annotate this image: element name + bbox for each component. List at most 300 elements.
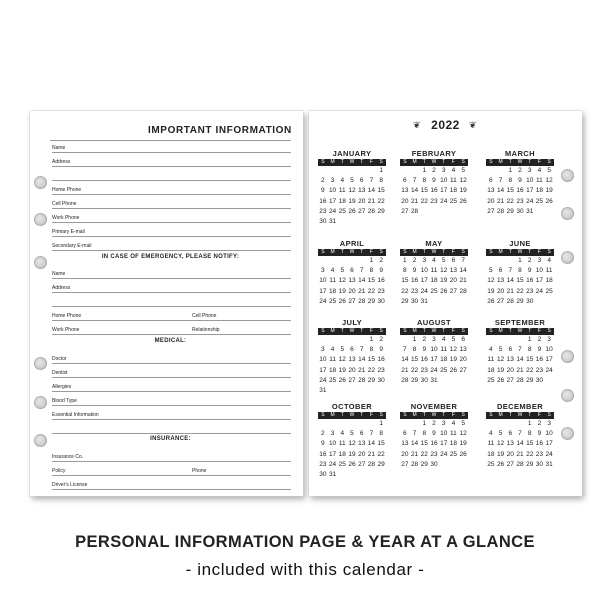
day-cell: 7 — [498, 177, 503, 185]
weekday-header — [400, 328, 468, 335]
day-cell: 19 — [487, 287, 495, 295]
day-cell: 1 — [508, 167, 513, 174]
day-cell: 22 — [410, 366, 419, 374]
important-information-page — [30, 111, 303, 496]
empty-cell — [486, 335, 496, 345]
day-cell: 25 — [328, 297, 337, 305]
day-cell: 11 — [329, 277, 336, 285]
day-cell: 9 — [321, 440, 325, 448]
weekday-label: T — [508, 159, 512, 165]
day-cell: 13 — [496, 277, 505, 285]
weekday-label: W — [517, 249, 523, 255]
day-cell: 22 — [367, 366, 376, 374]
name-label: Name — [52, 145, 66, 151]
day-cell: 1 — [369, 257, 374, 264]
day-cell: 21 — [516, 450, 524, 458]
weekday-label: T — [340, 328, 344, 334]
essential-information-field[interactable] — [52, 407, 291, 420]
weekday-label: S — [403, 412, 407, 418]
day-cell: 25 — [338, 207, 346, 215]
day-cell: 25 — [328, 376, 337, 384]
blood-type-label: Blood Type — [52, 398, 77, 404]
emergency-work-row[interactable] — [52, 322, 291, 335]
weekday-label: M — [412, 412, 417, 418]
day-cell: 16 — [430, 440, 438, 448]
emergency-name-field[interactable] — [52, 266, 291, 279]
day-cell: 20 — [449, 277, 458, 285]
day-cell: 23 — [410, 287, 419, 295]
day-cell: 20 — [348, 366, 356, 374]
dentist-label: Dentist — [52, 370, 68, 376]
day-cell: 16 — [535, 440, 544, 448]
weekday-label: F — [451, 328, 455, 334]
day-cell: 15 — [410, 356, 419, 364]
address-field[interactable] — [52, 154, 291, 167]
empty-cell — [410, 419, 420, 429]
day-cell: 31 — [420, 297, 428, 305]
weekday-label: S — [461, 159, 465, 165]
weekday-label: F — [369, 412, 373, 418]
binder-hole — [34, 396, 47, 409]
day-cell: 25 — [449, 197, 458, 205]
day-cell: 13 — [459, 346, 467, 354]
day-cell: 2 — [379, 257, 383, 264]
cell-phone-field[interactable] — [52, 196, 291, 209]
day-cell: 19 — [338, 366, 346, 374]
day-cell: 24 — [545, 366, 553, 374]
day-cell: 22 — [401, 287, 409, 295]
day-cell: 12 — [449, 346, 458, 354]
emergency-relationship-label: Relationship — [192, 327, 220, 333]
day-grid — [318, 166, 386, 227]
day-cell: 6 — [403, 430, 407, 438]
day-cell: 15 — [516, 277, 524, 285]
day-cell: 12 — [348, 187, 356, 195]
weekday-label: M — [412, 328, 417, 334]
binder-hole — [561, 350, 574, 363]
day-grid — [400, 256, 468, 307]
empty-cell — [337, 166, 347, 176]
empty-cell — [486, 419, 496, 429]
day-cell: 25 — [487, 376, 495, 384]
day-cell: 27 — [348, 376, 356, 384]
emergency-name-label: Name — [52, 271, 66, 277]
dentist-field[interactable] — [52, 365, 291, 378]
page-title: IMPORTANT INFORMATION — [148, 125, 292, 136]
empty-cell — [328, 335, 338, 345]
weekday-label: W — [517, 328, 523, 334]
empty-cell — [318, 335, 328, 345]
day-grid — [400, 419, 468, 470]
day-cell: 10 — [526, 177, 534, 185]
day-cell: 19 — [338, 287, 346, 295]
day-cell: 17 — [440, 187, 448, 195]
day-cell: 29 — [420, 460, 428, 468]
weekday-label: S — [547, 159, 551, 165]
day-cell: 18 — [440, 356, 448, 364]
weekday-label: T — [340, 249, 344, 255]
day-grid — [486, 419, 554, 470]
emergency-address-line-2[interactable] — [52, 294, 291, 307]
weekday-label: S — [321, 328, 325, 334]
caption-subtitle: - included with this calendar - — [185, 560, 425, 579]
emergency-phone-row[interactable] — [52, 308, 291, 321]
day-cell: 1 — [527, 420, 532, 427]
weekday-header — [486, 328, 554, 335]
day-cell: 1 — [379, 420, 383, 427]
day-cell: 20 — [401, 197, 409, 205]
empty-cell — [496, 335, 506, 345]
weekday-label: F — [537, 159, 541, 165]
day-cell: 21 — [410, 197, 419, 205]
day-cell: 31 — [526, 207, 534, 215]
weekday-label: T — [422, 249, 426, 255]
day-cell: 15 — [420, 187, 428, 195]
empty-cell — [496, 256, 506, 266]
day-cell: 31 — [430, 376, 438, 384]
day-cell: 5 — [451, 336, 456, 343]
empty-cell — [400, 419, 410, 429]
day-cell: 14 — [506, 277, 514, 285]
day-cell: 12 — [496, 440, 505, 448]
weekday-label: S — [461, 328, 465, 334]
day-cell: 16 — [526, 277, 534, 285]
day-cell: 20 — [487, 197, 495, 205]
binder-hole — [561, 251, 574, 264]
day-cell: 27 — [506, 376, 514, 384]
day-cell: 13 — [506, 440, 514, 448]
day-cell: 30 — [526, 297, 534, 305]
day-cell: 17 — [420, 277, 428, 285]
day-cell: 13 — [487, 187, 495, 195]
day-cell: 1 — [527, 336, 532, 343]
month-name: APRIL — [339, 239, 365, 248]
day-cell: 12 — [459, 177, 467, 185]
weekday-label: T — [422, 159, 426, 165]
day-cell: 12 — [338, 277, 346, 285]
day-cell: 4 — [330, 346, 335, 354]
weekday-label: T — [360, 412, 364, 418]
day-cell: 21 — [367, 197, 376, 205]
day-cell: 25 — [449, 450, 458, 458]
day-cell: 11 — [545, 267, 553, 275]
day-cell: 23 — [377, 366, 385, 374]
binder-hole — [561, 169, 574, 182]
day-cell: 8 — [422, 430, 427, 438]
day-cell: 24 — [535, 287, 544, 295]
day-cell: 4 — [451, 420, 456, 427]
day-cell: 16 — [377, 277, 385, 285]
empty-cell — [496, 419, 506, 429]
blood-type-field[interactable] — [52, 393, 291, 406]
address-line-2[interactable] — [52, 168, 291, 181]
day-cell: 12 — [440, 267, 448, 275]
weekday-label: S — [379, 159, 383, 165]
day-cell: 27 — [459, 366, 467, 374]
weekday-label: T — [528, 412, 532, 418]
weekday-label: T — [360, 328, 364, 334]
day-cell: 1 — [403, 257, 407, 264]
drivers-license-field[interactable] — [52, 477, 291, 490]
day-cell: 9 — [537, 346, 542, 354]
name-field[interactable] — [52, 140, 291, 153]
day-cell: 18 — [545, 277, 553, 285]
primary-email-field[interactable] — [52, 224, 291, 237]
weekday-header — [486, 249, 554, 256]
day-cell: 3 — [547, 336, 551, 343]
day-cell: 20 — [401, 450, 409, 458]
day-cell: 18 — [449, 440, 458, 448]
day-cell: 4 — [432, 257, 436, 264]
day-cell: 19 — [449, 356, 458, 364]
day-cell: 12 — [459, 430, 467, 438]
emergency-address-label: Address — [52, 285, 71, 291]
day-cell: 3 — [321, 346, 325, 354]
weekday-label: T — [528, 328, 532, 334]
day-cell: 15 — [367, 356, 376, 364]
day-cell: 16 — [319, 450, 327, 458]
day-cell: 2 — [321, 430, 325, 438]
day-cell: 27 — [348, 297, 356, 305]
secondary-email-field[interactable] — [52, 238, 291, 251]
day-cell: 11 — [329, 356, 336, 364]
emergency-address-field[interactable] — [52, 280, 291, 293]
day-cell: 30 — [420, 376, 428, 384]
day-cell: 6 — [451, 257, 456, 264]
weekday-label: T — [360, 249, 364, 255]
day-cell: 10 — [440, 430, 448, 438]
day-cell: 29 — [377, 460, 385, 468]
empty-cell — [357, 256, 367, 266]
day-cell: 12 — [496, 356, 505, 364]
day-cell: 21 — [367, 450, 376, 458]
day-cell: 16 — [420, 356, 428, 364]
home-phone-field[interactable] — [52, 182, 291, 195]
day-cell: 18 — [487, 450, 495, 458]
day-cell: 22 — [377, 450, 385, 458]
weekday-label: F — [369, 328, 373, 334]
day-cell: 9 — [321, 187, 325, 195]
day-cell: 4 — [330, 267, 335, 275]
day-cell: 5 — [498, 346, 503, 354]
binder-hole — [34, 256, 47, 269]
day-cell: 23 — [535, 450, 544, 458]
day-cell: 10 — [319, 356, 327, 364]
essential-information-line-2[interactable] — [52, 421, 291, 434]
day-cell: 13 — [506, 356, 514, 364]
day-cell: 23 — [430, 197, 438, 205]
weekday-header — [400, 249, 468, 256]
day-cell: 24 — [319, 297, 327, 305]
empty-cell — [357, 419, 367, 429]
day-cell: 28 — [516, 460, 524, 468]
day-cell: 16 — [535, 356, 544, 364]
day-cell: 26 — [496, 376, 505, 384]
day-cell: 11 — [487, 440, 495, 448]
day-cell: 17 — [440, 440, 448, 448]
day-cell: 19 — [348, 197, 356, 205]
day-cell: 4 — [340, 177, 345, 185]
day-cell: 25 — [440, 366, 448, 374]
day-cell: 21 — [506, 287, 514, 295]
empty-cell — [367, 166, 377, 176]
month-january — [318, 149, 386, 227]
weekday-label: W — [349, 412, 355, 418]
day-cell: 19 — [459, 440, 467, 448]
day-cell: 24 — [328, 207, 337, 215]
weekday-label: M — [330, 328, 335, 334]
day-cell: 7 — [369, 430, 374, 438]
month-name: MARCH — [505, 149, 535, 158]
day-cell: 7 — [461, 257, 465, 264]
weekday-label: T — [422, 328, 426, 334]
weekday-label: T — [508, 412, 512, 418]
day-cell: 11 — [430, 267, 438, 275]
day-cell: 5 — [489, 267, 493, 275]
empty-cell — [486, 256, 496, 266]
day-cell: 12 — [348, 440, 356, 448]
day-cell: 24 — [430, 366, 438, 374]
day-cell: 15 — [526, 440, 534, 448]
day-cell: 8 — [412, 346, 417, 354]
day-cell: 6 — [461, 336, 465, 343]
day-cell: 9 — [527, 267, 532, 275]
month-name: DECEMBER — [496, 402, 544, 411]
day-cell: 20 — [358, 197, 366, 205]
day-cell: 26 — [348, 207, 356, 215]
day-cell: 3 — [422, 257, 427, 264]
day-cell: 30 — [535, 376, 544, 384]
day-cell: 7 — [518, 346, 522, 354]
day-cell: 14 — [459, 267, 467, 275]
day-cell: 3 — [547, 420, 551, 427]
binder-hole — [561, 207, 574, 220]
month-may — [400, 239, 468, 307]
day-cell: 1 — [422, 420, 427, 427]
day-cell: 29 — [516, 297, 524, 305]
day-cell: 25 — [338, 460, 346, 468]
day-grid — [486, 256, 554, 307]
month-name: NOVEMBER — [410, 402, 458, 411]
weekday-label: S — [321, 412, 325, 418]
day-cell: 25 — [487, 460, 495, 468]
weekday-label: S — [321, 249, 325, 255]
weekday-header — [318, 159, 386, 166]
day-cell: 2 — [527, 257, 532, 264]
day-cell: 12 — [338, 356, 346, 364]
day-cell: 3 — [432, 336, 436, 343]
weekday-label: S — [379, 249, 383, 255]
month-november — [400, 402, 468, 470]
day-cell: 18 — [535, 187, 544, 195]
weekday-label: W — [517, 159, 523, 165]
day-cell: 30 — [516, 207, 524, 215]
weekday-label: M — [330, 412, 335, 418]
day-cell: 4 — [451, 167, 456, 174]
weekday-label: F — [451, 159, 455, 165]
day-cell: 28 — [401, 376, 409, 384]
laurel-right-icon: ❦ — [469, 120, 477, 130]
day-cell: 11 — [536, 177, 543, 185]
weekday-label: M — [412, 249, 417, 255]
weekday-header — [486, 412, 554, 419]
day-cell: 24 — [440, 197, 448, 205]
day-cell: 17 — [328, 450, 337, 458]
day-cell: 23 — [526, 287, 534, 295]
day-cell: 1 — [412, 336, 417, 343]
insurance-co-field[interactable] — [52, 449, 291, 462]
day-cell: 2 — [537, 336, 542, 343]
day-cell: 14 — [367, 187, 376, 195]
day-cell: 22 — [506, 197, 514, 205]
day-cell: 4 — [489, 346, 493, 354]
day-cell: 10 — [420, 267, 428, 275]
day-cell: 5 — [547, 167, 551, 174]
empty-cell — [410, 166, 420, 176]
allergies-field[interactable] — [52, 379, 291, 392]
day-cell: 2 — [422, 336, 427, 343]
day-cell: 19 — [496, 450, 505, 458]
day-grid — [318, 419, 386, 480]
day-cell: 28 — [358, 297, 366, 305]
day-cell: 30 — [319, 217, 327, 225]
month-july — [318, 318, 386, 396]
day-grid — [400, 335, 468, 386]
day-cell: 16 — [516, 187, 524, 195]
day-cell: 6 — [489, 177, 493, 185]
day-cell: 15 — [377, 440, 385, 448]
day-cell: 20 — [348, 287, 356, 295]
day-cell: 20 — [496, 287, 505, 295]
policy-row[interactable] — [52, 463, 291, 476]
empty-cell — [515, 419, 525, 429]
weekday-header — [400, 159, 468, 166]
weekday-label: M — [498, 159, 503, 165]
day-cell: 23 — [319, 207, 327, 215]
doctor-field[interactable] — [52, 351, 291, 364]
weekday-label: T — [442, 159, 446, 165]
day-cell: 1 — [379, 167, 383, 174]
weekday-label: W — [431, 249, 437, 255]
day-cell: 14 — [358, 277, 366, 285]
emergency-home-phone-label: Home Phone — [52, 313, 82, 319]
day-cell: 11 — [338, 187, 346, 195]
day-cell: 15 — [401, 277, 409, 285]
month-name: MAY — [425, 239, 443, 248]
day-cell: 21 — [516, 366, 524, 374]
day-cell: 27 — [449, 287, 458, 295]
day-cell: 17 — [545, 440, 553, 448]
day-cell: 4 — [340, 430, 345, 438]
day-cell: 30 — [535, 460, 544, 468]
day-cell: 17 — [328, 197, 337, 205]
weekday-label: W — [517, 412, 523, 418]
weekday-label: S — [461, 412, 465, 418]
binder-hole — [34, 176, 47, 189]
day-cell: 28 — [496, 207, 505, 215]
day-cell: 27 — [506, 460, 514, 468]
day-cell: 5 — [441, 257, 446, 264]
work-phone-field[interactable] — [52, 210, 291, 223]
weekday-label: F — [451, 249, 455, 255]
weekday-label: F — [369, 159, 373, 165]
day-cell: 5 — [498, 430, 503, 438]
day-cell: 22 — [420, 197, 428, 205]
day-cell: 13 — [358, 440, 366, 448]
empty-cell — [328, 419, 338, 429]
day-cell: 9 — [518, 177, 522, 185]
medical-heading: MEDICAL: — [154, 338, 187, 344]
